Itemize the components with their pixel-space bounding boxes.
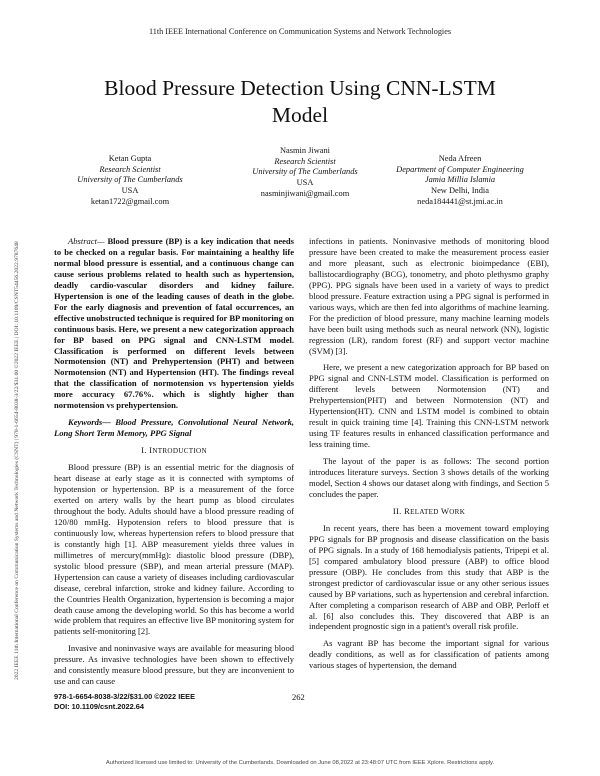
intro-paragraph-continued: infections in patients. Noninvasive methods of monitoring blood pressure have been created to make the measurement process easier and more pleasant, such as electronic bioimpedance (EBI), ballistocardiography (BCG), tonometry, and photo plethysmo graphy (PPG). PPG signals have been used in a variety of ways to predict blood pressure. Feature extraction using a PPG signal is performed in various ways, which are then fed into algorithms of machine learning. For the prediction of blood pressure, many machine learning models have been built using methods such as neural network (NN), logistic regression (LR), random forest (RF) and support vector machine (SVM) [3]. (309, 236, 549, 356)
footer-isbn: 978-1-6654-8038-3/22/$31.00 ©2022 IEEE (54, 692, 196, 701)
conference-header: 11th IEEE International Conference on Communication Systems and Network Technologies (148, 27, 452, 36)
section-smallcaps: NTRODUCTION (152, 447, 207, 456)
footer-publication-info (54, 692, 274, 711)
section-number: I. (141, 445, 150, 456)
intro-paragraph-1: Blood pressure (BP) is an essential metric for the diagnosis of heart disease at early stage as it is connected with symptoms of hypotension or hypertension. BP is a measurement of the force exerted on artery walls by the heart pump as blood circulates throughout the body. Adults should have a blood pressure reading of 120/80 mmHg. Hypotension refers to blood pressure that is continuously low, whereas hypertension refers to blood pressure that is constantly high [1]. ABP measurement yields three values in millimetres of mercury(mmHg): diastolic blood pressure (DBP), systolic blood pressure (SBP), and mean arterial pressure (MAP). Hypertension can cause a variety of diseases including cardiovascular disease, cerebral infarction, stroke and kidney failure. According to the Countries Health Organization, hypertension is becoming a major death cause among the developing world. So this has become a world wide problem that requires an effective live BP monitoring system for patients self-monitoring [2]. (54, 462, 294, 637)
author-block (40, 146, 560, 226)
author-name: Nasmin Jiwani (279, 146, 330, 155)
author-1 (40, 154, 220, 208)
abstract-label: Abstract— (68, 236, 105, 246)
keywords-label: Keywords— (68, 417, 111, 428)
section-initial: R (404, 505, 411, 516)
page-number: 262 (292, 692, 305, 702)
author-location: USA (121, 186, 139, 196)
author-email: ketan1722@gmail.com (90, 196, 170, 206)
section-heading-introduction (54, 445, 294, 457)
section-initial: W (440, 505, 450, 516)
title-line-1: Blood Pressure Detection Using CNN-LSTM (104, 76, 496, 100)
intro-paragraph-4: The layout of the paper is as follows: The second portion introduces literature surveys. Section 3 shows details of the working model, Section 4 shows our dataset along with findings, and Section 5 concludes the paper. (309, 456, 549, 499)
related-paragraph-1: In recent years, there has been a movement toward employing PPG signals for BP prognosis and disease classification on the basis of PPG signals. In a study of 168 hemodialysis patients, Tripepi et al. [5] compared ambulatory blood pressure (ABP) to office blood pressure (OBP). He concludes from this study that ABP is the strongest predictor of cardiovascular issue or any other serious issues caused by BP variations, such as hypertension and cerebral infarction. After completing a comparison research of ABP and OBP, Perloff et al. [6] also concludes this. They discovered that ABP is an independent prognostic sign in a patient's overall risk profile. (309, 522, 549, 632)
intro-paragraph-3: Here, we present a new categorization approach for BP based on PPG signal and CNN-LSTM model. Classification is performed on different levels between Normotension (NT) and Prehypertension(PHT) and between Normotension (NT) and Hypertension(HT). CNN and LSTM model is combined to obtain result in quick training time [4]. Training this CNN-LSTM network using TF features results in enhanced classification performance and less training time. (309, 362, 549, 450)
footer-doi: DOI: 10.1109/csnt.2022.64 (54, 701, 144, 711)
side-doi-text: 2022 IEEE 11th International Conference on Communication Systems and Network Technologies (CSNT) | 978-1-6654-8038-3/22/$31.00 ©2022 IEEE | DOI: 10.1109/CSNT54456.2022.9787648 (14, 241, 20, 680)
paper-title (40, 75, 560, 129)
author-affiliation: University of The Cumberlands (252, 167, 358, 177)
section-initial: I (149, 445, 153, 456)
author-email: nasminjiwani@gmail.com (260, 188, 350, 198)
author-email: neda184441@st.jmi.ac.in (417, 196, 503, 206)
intro-paragraph-2: Invasive and noninvasive ways are available for measuring blood pressure. As invasive technologies have been shown to effectively and consistently measure blood pressure, but they are inconvenient to use and can cause (54, 643, 294, 687)
left-column (54, 236, 294, 693)
section-number: II. (392, 505, 405, 516)
title-line-2: Model (271, 103, 329, 127)
keywords (54, 417, 294, 439)
author-location: New Delhi, India (431, 186, 489, 196)
abstract-text: Blood pressure (BP) is a key indication that needs to be checked on a regular basis. For maintaining a healthy life normal blood pressure is essential, and a continuous change can cause serious problems related to health such as hypertension, deadly cardio-vascular disorders and kidney failure. Hypertension is one of the leading causes of death in the globe. For the early diagnosis and prevention of fatal occurrences, an effective unobstructed technique is required for BP monitoring on continuous basis. Here, we present a new categorization approach for BP based on PPG signal and CNN-LSTM model. Classification is performed on different levels between Normotension (NT) and Prehypertension (PHT) and between Normotension (NT) and Hypertension (HT). The findings reveal that the classification of normotension vs hypertension yields more accuracy 67.76%. which is slightly higher than normotension vs prehypertension. (54, 236, 294, 411)
author-role: Department of Computer Engineering (396, 164, 524, 174)
related-paragraph-2: As vagrant BP has become the important signal for various deadly conditions, as well as for classification of patients among various stages of hypertension, the demand (309, 638, 549, 671)
section-heading-related-work (309, 506, 549, 518)
right-column (309, 236, 549, 677)
author-3 (370, 154, 550, 208)
author-location: USA (296, 178, 314, 188)
section-smallcaps: ELATED (410, 507, 441, 516)
author-2 (230, 146, 380, 200)
abstract (54, 236, 294, 411)
author-name: Ketan Gupta (108, 154, 152, 163)
side-doi-strip (4, 80, 20, 680)
license-notice: Authorized licensed use limited to: University of the Cumberlands. Downloaded on June 08,2022 at 23:48:07 UTC from IEEE Xplore. Restrictions apply. (105, 760, 495, 766)
author-role: Research Scientist (274, 156, 336, 166)
author-affiliation: University of The Cumberlands (77, 175, 183, 185)
author-name: Neda Afreen (438, 154, 482, 163)
section-smallcaps: ORK (449, 507, 466, 516)
author-role: Research Scientist (99, 164, 161, 174)
keywords-text: Blood Pressure, Convolutional Neural Network, Long Short Term Memory, PPG Signal (54, 417, 294, 439)
author-affiliation: Jamia Millia Islamia (424, 175, 496, 185)
